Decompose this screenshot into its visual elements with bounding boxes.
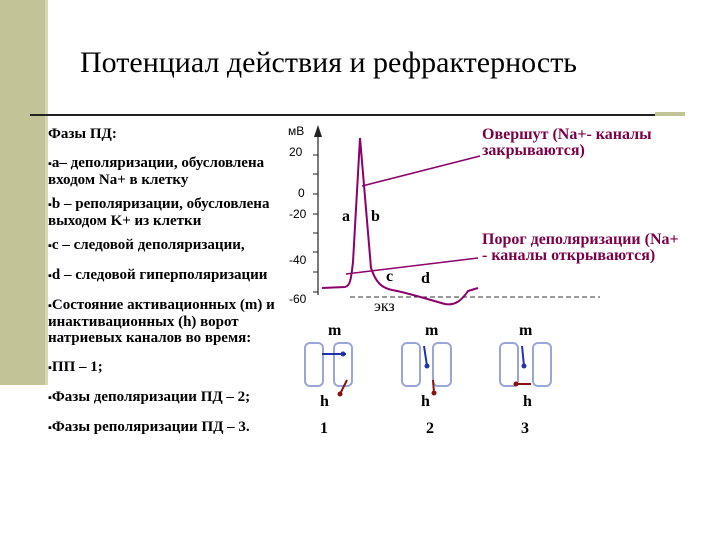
channel-2-number: 2 [426,420,434,437]
bullet-icon: ▪ [48,300,52,312]
gate-m [522,346,524,366]
channel-wall-right [533,343,551,386]
gate-h-knob [432,391,437,396]
channel-wall-right [433,343,451,386]
axis-ticks [313,155,318,292]
sodium-channel-3 [500,343,551,387]
channel-2-m-label: m [425,322,439,339]
threshold-annotation: Порог деполяризации (Na+ - каналы открываются) [482,231,679,264]
overshoot-annotation: Овершут (Na+- каналы закрываются) [482,126,652,159]
channel-wall-left [402,343,420,386]
depol-text: Фазы деполяризации ПД – 2; [51,389,251,405]
axis-tick-label: 0 [298,186,305,200]
axis-tick-label: -40 [289,253,307,267]
bullet-icon: ▪ [48,270,52,282]
bullet-icon: ▪ [48,422,52,434]
bullet-icon: ▪ [48,158,52,170]
bullet-icon: ▪ [48,392,52,404]
overshoot-pointer [362,156,480,186]
channel-1-h-label: h [320,393,329,410]
gate-m [424,346,427,366]
channel-wall-left [305,343,323,386]
gate-h-knob [338,392,343,397]
channel-3-h-label: h [523,393,532,410]
channel-1-number: 1 [320,420,328,437]
curve-label-c: c [386,268,394,285]
phase-d-text: d – следовой гиперполяризации [51,267,268,283]
slide-title: Потенциал действия и рефрактерность [80,46,577,79]
curve-label-d: d [421,270,430,287]
pp-text: ПП – 1; [51,359,103,375]
channel-3-m-label: m [519,322,533,339]
sodium-channel-2 [402,343,451,396]
axis-tick-label: -20 [289,207,307,221]
curve-label-b: b [371,208,380,225]
gate-m-knob [522,364,527,369]
channel-wall-right [334,343,352,386]
gates-state-text: Состояние активационных (m) и инактивационных (h) ворот натриевых каналов во время: [48,297,275,346]
channel-3-number: 3 [521,420,529,437]
sodium-channel-1 [305,343,352,397]
channel-1-m-label: m [328,322,342,339]
gate-m-knob [341,352,346,357]
gate-m-knob [425,364,430,369]
phase-a-text: a– деполяризации, обусловлена входом Na+ в клетку [48,155,265,188]
gate-h-knob [514,382,519,387]
axis-unit-label: мВ [288,124,305,138]
repol-text: Фазы реполяризации ПД – 3. [51,419,250,435]
channel-wall-left [500,343,518,386]
bullet-icon: ▪ [48,362,52,374]
phase-c-text: c – следовой деполяризации, [51,237,245,253]
axis-tick-label: -60 [289,292,307,306]
bullet-icon: ▪ [48,199,52,211]
bullet-icon: ▪ [48,240,52,252]
curve-label-a: a [342,208,350,225]
threshold-pointer [346,258,478,274]
axis-tick-label: 20 [289,145,303,159]
phase-b-text: b – реполяризации, обусловлена выходом K+ из клетки [48,196,270,229]
voltage-axis-arrow-icon [314,125,322,137]
channel-2-h-label: h [421,393,430,410]
phases-title: Фазы ПД: [48,126,117,142]
curve-label-ekz: экз [374,298,395,315]
